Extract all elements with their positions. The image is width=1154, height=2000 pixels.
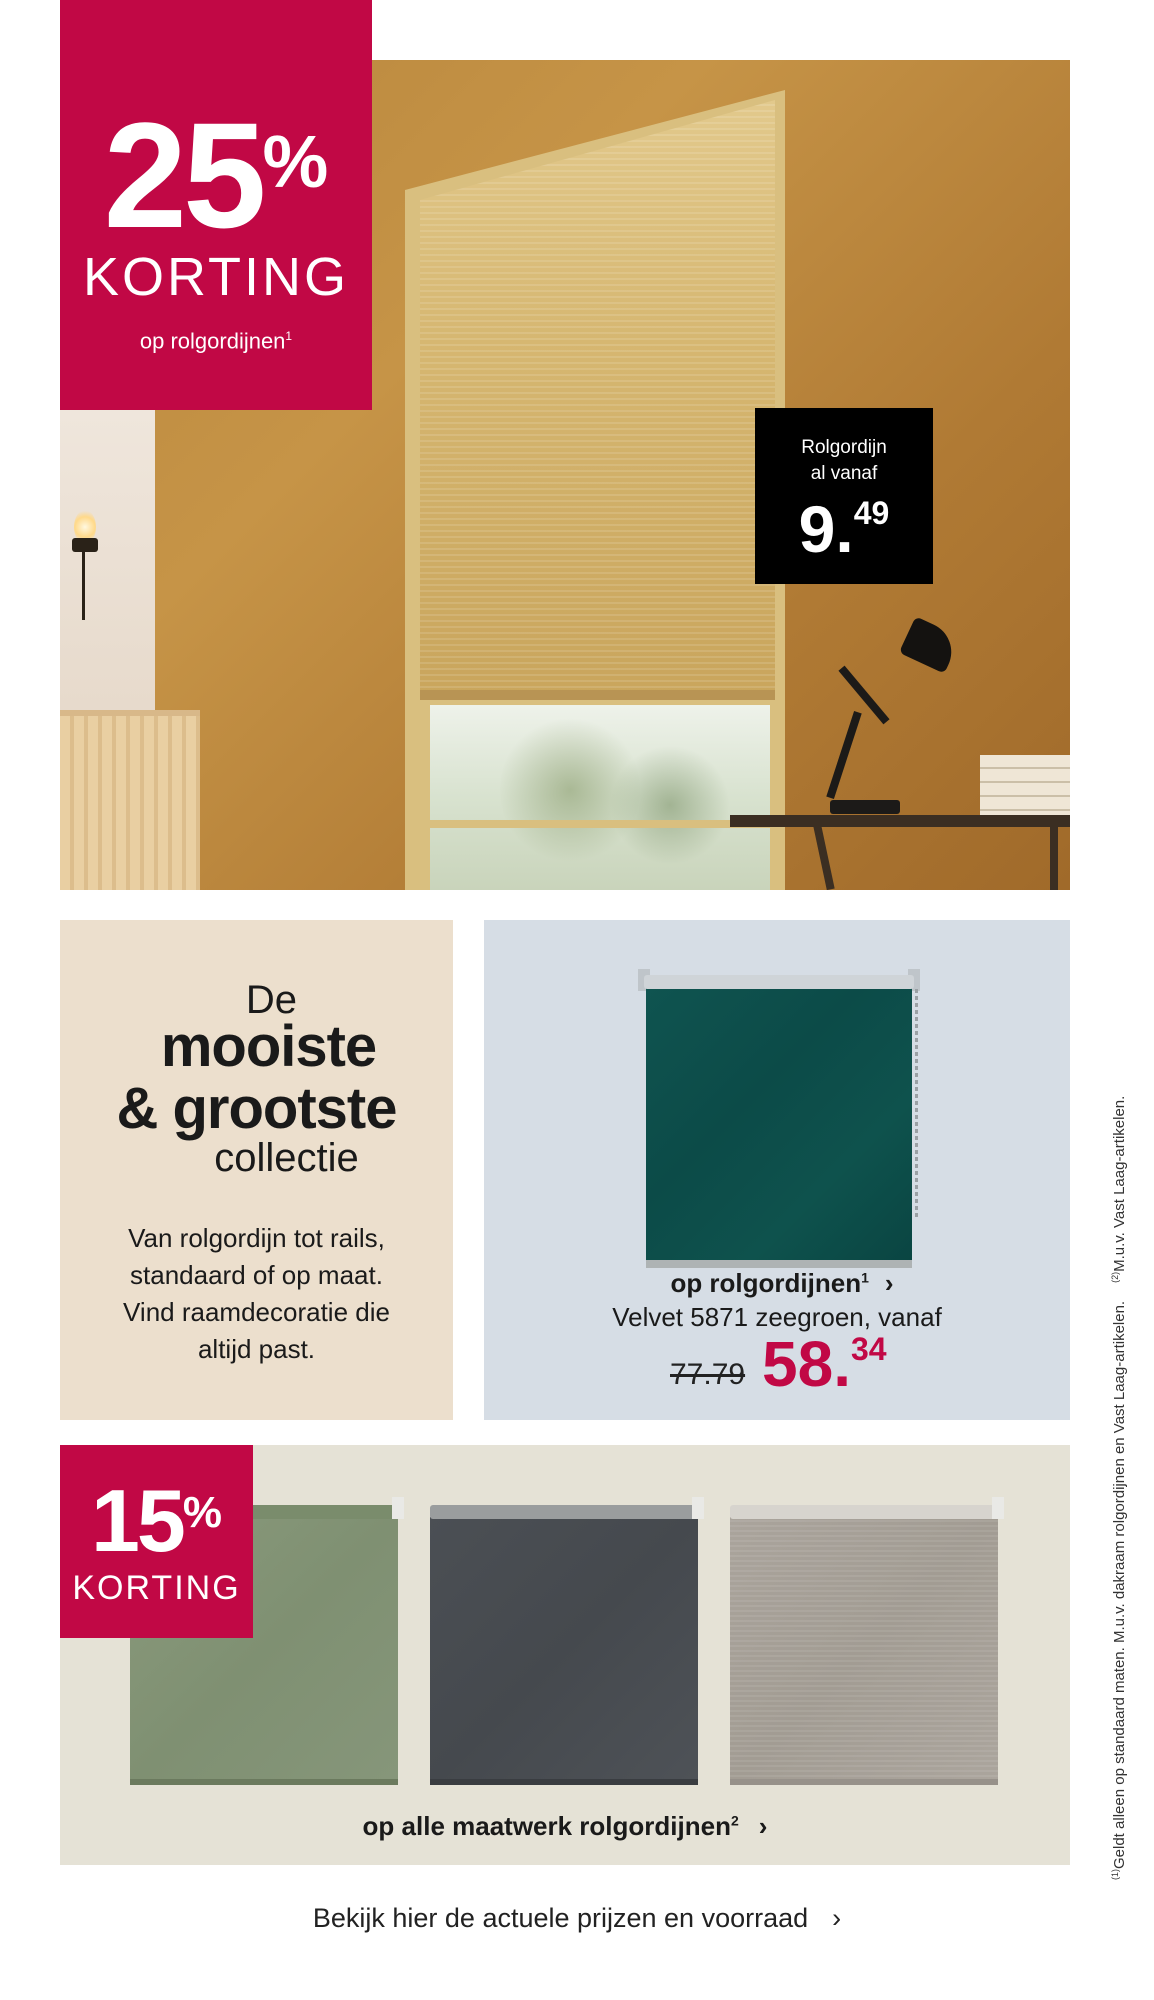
promo-body-line: altijd past. xyxy=(197,1334,316,1364)
desk-top xyxy=(730,815,1070,827)
discount-badge-25 xyxy=(60,0,372,410)
radiator xyxy=(60,710,200,890)
legal-footnotes xyxy=(1100,960,1130,1880)
blind-fabric xyxy=(646,985,912,1260)
footnote-marker: (1) xyxy=(1110,1869,1120,1880)
blind-bottom-bar xyxy=(646,1260,912,1268)
blind-fabric xyxy=(730,1517,998,1782)
roller-blind-bottom-bar xyxy=(420,690,775,700)
lamp-mount xyxy=(72,538,98,552)
percent-sign: % xyxy=(262,120,329,203)
discount-label: KORTING xyxy=(72,1569,241,1607)
blind-bottom-bar xyxy=(130,1779,398,1785)
collection-promo xyxy=(60,920,453,1420)
price-tag-price: 9.49 xyxy=(798,492,890,566)
desk-lamp-arm xyxy=(826,711,861,799)
blind-bracket xyxy=(992,1497,1004,1519)
custom-blinds-link[interactable]: op alle maatwerk rolgordijnen$^2$ › xyxy=(362,1811,768,1841)
wall-lamp xyxy=(64,510,104,620)
discount-subtitle: op rolgordijnen$^1$ xyxy=(139,328,293,354)
product-title-link[interactable]: op rolgordijnen$^1$ › xyxy=(670,1268,894,1298)
promo-mooiste: mooiste xyxy=(160,1014,377,1079)
legal-note-1: Geldt alleen op standaard maten. M.u.v. dakraam rolgordijnen en Vast Laag-artikelen. xyxy=(1111,1300,1128,1869)
blind-rail xyxy=(430,1505,698,1519)
prices-stock-link[interactable]: Bekijk hier de actuele prijzen en voorraad › xyxy=(312,1903,842,1933)
book-stack xyxy=(980,755,1070,815)
blind-fabric xyxy=(430,1517,698,1782)
price-tag-line1: Rolgordijn xyxy=(801,437,887,458)
price-tag-line2: al vanaf xyxy=(810,463,878,484)
footnote-marker: 2 xyxy=(730,1812,739,1829)
window-mullion xyxy=(430,820,770,828)
promo-grootste: & grootste xyxy=(116,1076,397,1141)
product-image-charcoal-blind xyxy=(430,1505,698,1785)
desk-lamp-arm xyxy=(838,666,889,725)
chevron-right-icon: › xyxy=(758,1811,768,1841)
promo-collectie: collectie xyxy=(214,1136,359,1180)
footnote-marker: 1 xyxy=(285,329,293,343)
lamp-cord xyxy=(82,550,85,620)
old-price: 77.79 xyxy=(670,1358,746,1391)
blind-chain xyxy=(915,989,918,1219)
blind-bottom-bar xyxy=(430,1779,698,1785)
discount-badge-15 xyxy=(60,1445,253,1638)
promo-body-line: Vind raamdecoratie die xyxy=(123,1297,390,1327)
promo-body-line: Van rolgordijn tot rails, xyxy=(128,1223,385,1253)
product-image-grey-blind xyxy=(730,1505,998,1785)
window-glass xyxy=(430,705,770,890)
blind-bottom-bar xyxy=(730,1779,998,1785)
blind-rail xyxy=(730,1505,998,1519)
product-description: Velvet 5871 zeegroen, vanaf xyxy=(612,1302,942,1332)
footnote-marker: (2) xyxy=(1110,1271,1120,1283)
chevron-right-icon: › xyxy=(832,1903,842,1933)
discount-number: 15% xyxy=(90,1471,222,1570)
custom-blinds-banner[interactable] xyxy=(60,1445,1070,1865)
desk-leg xyxy=(813,825,834,890)
promo-body-line: standaard of op maat. xyxy=(130,1260,383,1290)
desk-leg xyxy=(1050,825,1058,890)
price-tag xyxy=(755,408,933,584)
discount-number: 25% xyxy=(103,91,329,259)
discount-label: KORTING xyxy=(82,247,350,307)
percent-sign: % xyxy=(182,1488,222,1537)
blind-bracket xyxy=(392,1497,404,1519)
legal-note-2: M.u.v. Vast Laag-artikelen. xyxy=(1111,1095,1128,1272)
blind-bracket xyxy=(692,1497,704,1519)
promo-body xyxy=(80,1220,433,1368)
footnote-marker: 1 xyxy=(861,1269,869,1286)
tree-foliage xyxy=(610,745,730,865)
chevron-right-icon: › xyxy=(884,1268,894,1298)
new-price: 58.34 xyxy=(762,1328,887,1400)
blind-rail xyxy=(644,975,914,989)
roller-blind xyxy=(420,100,775,700)
desk-lamp-head xyxy=(899,616,961,673)
desk-lamp-base xyxy=(830,800,900,814)
promo-de: De xyxy=(245,978,298,1022)
product-card-velvet[interactable] xyxy=(484,920,1070,1420)
product-image-teal-blind xyxy=(644,975,914,1270)
